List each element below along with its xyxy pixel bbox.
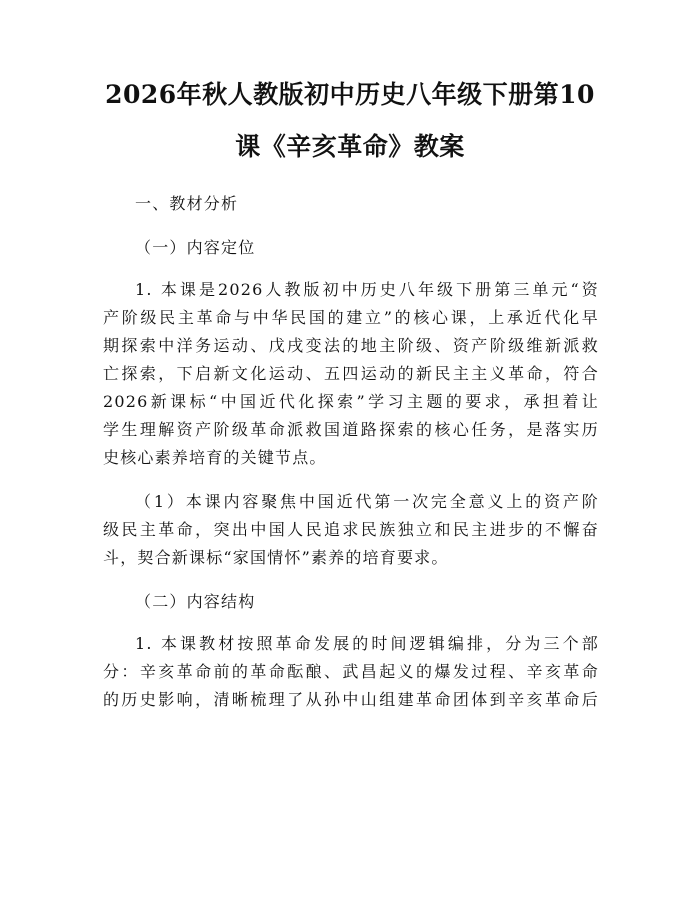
paragraph-line: 1. 本课教材按照革命发展的时间逻辑编排，分为三个部 <box>135 634 599 653</box>
paragraph-3 <box>103 630 599 714</box>
section-heading-teaching-material-analysis: 一、教材分析 <box>135 194 239 213</box>
paragraph-line: 期探索中洋务运动、戊戌变法的地主阶级、资产阶级维新派救 <box>103 336 599 355</box>
paragraph-line: 2026新课标“中国近代化探索”学习主题的要求，承担着让 <box>103 392 599 411</box>
paragraph-line: 亡探索，下启新文化运动、五四运动的新民主主义革命，符合 <box>103 364 599 383</box>
paragraph-line: 产阶级民主革命与中华民国的建立”的核心课，上承近代化早 <box>103 308 599 327</box>
paragraph-line: 学生理解资产阶级革命派救国道路探索的核心任务，是落实历 <box>103 420 599 439</box>
title-line-1: 2026年秋人教版初中历史八年级下册第10 <box>105 80 595 109</box>
document-title <box>100 82 600 159</box>
subsection-heading-content-structure: （二）内容结构 <box>135 592 256 611</box>
paragraph-line: 1. 本课是2026人教版初中历史八年级下册第三单元“资 <box>135 280 599 299</box>
document-body <box>103 190 599 730</box>
title-line-2: 课《辛亥革命》教案 <box>235 132 465 161</box>
paragraph-line: 级民主革命，突出中国人民追求民族独立和民主进步的不懈奋 <box>103 520 599 539</box>
paragraph-line: 的历史影响，清晰梳理了从孙中山组建革命团体到辛亥革命后 <box>103 690 599 709</box>
paragraph-2 <box>103 488 599 572</box>
paragraph-line: 史核心素养培育的关键节点。 <box>103 448 327 467</box>
paragraph-line: （1）本课内容聚焦中国近代第一次完全意义上的资产阶 <box>135 492 599 511</box>
paragraph-line: 斗，契合新课标“家国情怀”素养的培育要求。 <box>103 548 449 567</box>
paragraph-line: 分：辛亥革命前的革命酝酿、武昌起义的爆发过程、辛亥革命 <box>103 662 599 681</box>
subsection-heading-content-positioning: （一）内容定位 <box>135 238 256 257</box>
paragraph-1 <box>103 276 599 472</box>
